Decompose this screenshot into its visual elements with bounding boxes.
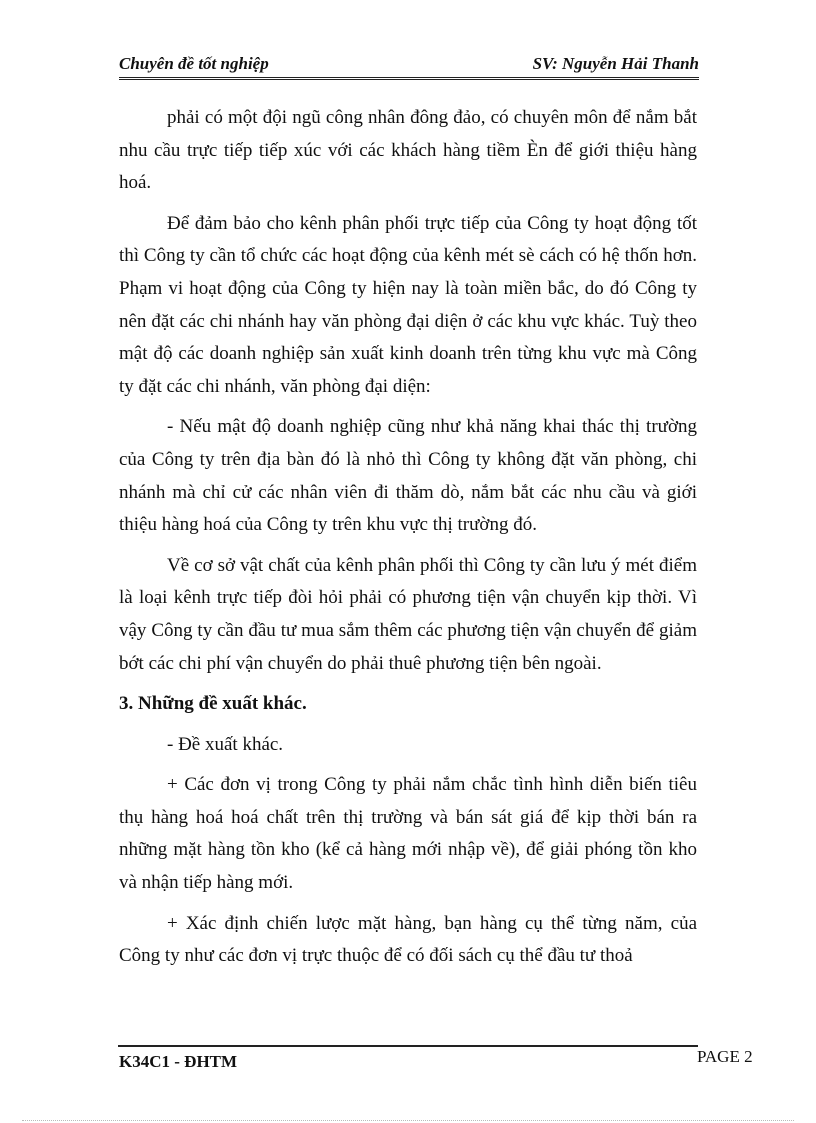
paragraph-distribution-channel: Để đảm bảo cho kênh phân phối trực tiếp của Công ty hoạt động tốt thì Công ty cần tổ chức các hoạt động của kênh mét sè cách có hệ thốn hơn. Phạm vi hoạt động của Công ty hiện nay là toàn miền bắc, do đó Công ty nên đặt các chi nhánh hay văn phòng đại diện ở các khu vực khác. Tuỳ theo mật độ các doanh nghiệp sản xuất kinh doanh trên từng khu vực mà Công ty đặt các chi nhánh, văn phòng đại diện: (119, 212, 697, 397)
paragraph-facilities: Về cơ sở vật chất của kênh phân phối thì Công ty cần lưu ý mét điểm là loại kênh trực tiếp đòi hỏi phải có phương tiện vận chuyển kịp thời. Vì vậy Công ty cần đầu tư mua sắm thêm các phương tiện vận chuyển để giảm bớt các chi phí vận chuyển do phải thuê phương tiện bên ngoài. (119, 554, 697, 674)
page-edge (22, 1120, 794, 1121)
paragraph-inventory: + Các đơn vị trong Công ty phải nắm chắc tình hình diễn biến tiêu thụ hàng hoá hoá chất trên thị trường và bán sát giá để kịp thời bán ra những mặt hàng tồn kho (kể cả hàng mới nhập về), để giải phóng tồn kho và nhận tiếp hàng mới. (119, 774, 697, 894)
document-body (119, 102, 697, 981)
paragraph-other-proposals: - Đề xuất khác. (167, 733, 284, 755)
footer-divider (118, 1045, 698, 1047)
paragraph-continuation: phải có một đội ngũ công nhân đông đảo, có chuyên môn để nắm bắt nhu cầu trực tiếp tiếp xúc với các khách hàng tiềm Èn để giới thiệu hàng hoá. (119, 107, 697, 194)
page-header (119, 53, 699, 80)
page-number: PAGE 2 (697, 1047, 753, 1066)
header-author: SV: Nguyễn Hải Thanh (532, 54, 699, 73)
header-title: Chuyên đề tốt nghiệp (119, 54, 269, 73)
section-heading: 3. Những đề xuất khác. (119, 693, 307, 715)
paragraph-density-note: - Nếu mật độ doanh nghiệp cũng như khả năng khai thác thị trường của Công ty trên địa bàn đó là nhỏ thì Công ty không đặt văn phòng, chi nhánh mà chỉ cử các nhân viên đi thăm dò, nắm bắt các nhu cầu và giới thiệu hàng hoá của Công ty trên khu vực thị trường đó. (119, 416, 697, 536)
paragraph-strategy: + Xác định chiến lược mặt hàng, bạn hàng cụ thể từng năm, của Công ty như các đơn vị trực thuộc để có đối sách cụ thể đầu tư thoả (119, 912, 697, 967)
footer-class-code: K34C1 - ĐHTM (119, 1052, 238, 1071)
